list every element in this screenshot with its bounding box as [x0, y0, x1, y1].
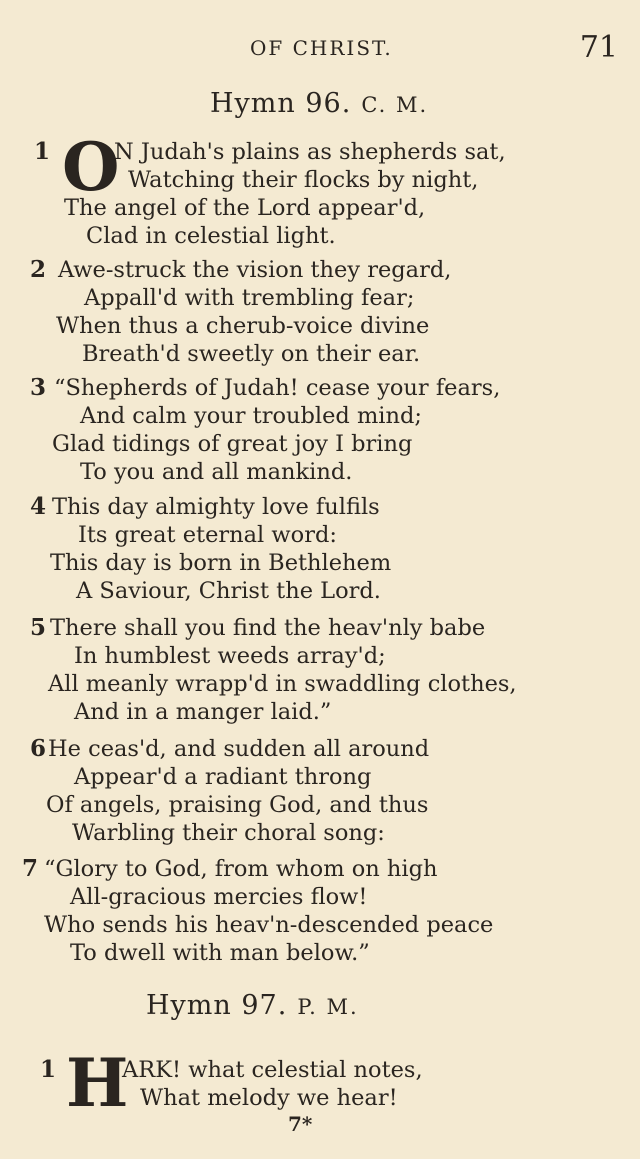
verse-line: All-gracious mercies flow!	[70, 884, 368, 910]
stanza-number: 7	[22, 855, 39, 882]
verse-line: Clad in celestial light.	[86, 223, 336, 249]
verse-line: “Shepherds of Judah! cease your fears,	[54, 375, 501, 401]
verse-line: Awe-struck the vision they regard,	[58, 257, 452, 283]
drop-cap: O	[62, 128, 120, 206]
stanza-number: 5	[30, 614, 47, 641]
verse-line: He ceas'd, and sudden all around	[48, 736, 430, 762]
verse-line: Breath'd sweetly on their ear.	[82, 341, 421, 367]
verse-line: N Judah's plains as shepherds sat,	[114, 139, 506, 165]
stanza-number: 4	[30, 493, 47, 520]
verse-line: Appear'd a radiant throng	[74, 764, 372, 790]
verse-line: When thus a cherub-voice divine	[56, 313, 430, 339]
verse-line: A Saviour, Christ the Lord.	[76, 578, 381, 604]
hymn-96-label: Hymn 96.	[210, 88, 352, 119]
verse-line: Glad tidings of great joy I bring	[52, 431, 413, 457]
verse-line: In humblest weeds array'd;	[74, 643, 386, 669]
stanza-number: 1	[40, 1056, 57, 1083]
hymn-96-meter: C. M.	[361, 93, 429, 117]
verse-line: This day is born in Bethlehem	[50, 550, 392, 576]
page-header	[0, 30, 640, 70]
stanza-number: 6	[30, 735, 47, 762]
signature-mark: 7*	[288, 1112, 313, 1136]
verse-line: What melody we hear!	[140, 1085, 398, 1111]
page-number: 71	[579, 30, 618, 65]
hymn-97-meter: P. M.	[297, 995, 359, 1019]
verse-line: Its great eternal word:	[78, 522, 337, 548]
verse-line: The angel of the Lord appear'd,	[64, 195, 426, 221]
verse-line: ARK! what celestial notes,	[122, 1057, 423, 1083]
verse-line: This day almighty love fulfils	[52, 494, 380, 520]
hymn-97-label: Hymn 97.	[146, 990, 288, 1021]
verse-line: Of angels, praising God, and thus	[46, 792, 429, 818]
verse-line: There shall you find the heav'nly babe	[50, 615, 486, 641]
hymn-97-title	[146, 990, 359, 1021]
running-title: OF CHRIST.	[250, 36, 393, 60]
drop-cap: H	[66, 1044, 129, 1122]
verse-line: “Glory to God, from whom on high	[44, 856, 438, 882]
verse-line: To you and all mankind.	[80, 459, 353, 485]
verse-line: Watching their flocks by night,	[128, 167, 479, 193]
verse-line: Warbling their choral song:	[72, 820, 385, 846]
verse-line: Who sends his heav'n-descended peace	[44, 912, 494, 938]
verse-line: And calm your troubled mind;	[80, 403, 422, 429]
verse-line: Appall'd with trembling fear;	[84, 285, 415, 311]
verse-line: And in a manger laid.”	[74, 699, 332, 725]
stanza-number: 2	[30, 256, 47, 283]
verse-line: To dwell with man below.”	[70, 940, 370, 966]
verse-line: All meanly wrapp'd in swaddling clothes,	[48, 671, 517, 697]
hymn-96-title	[210, 88, 428, 119]
stanza-number: 3	[30, 374, 47, 401]
stanza-number: 1	[34, 138, 51, 165]
